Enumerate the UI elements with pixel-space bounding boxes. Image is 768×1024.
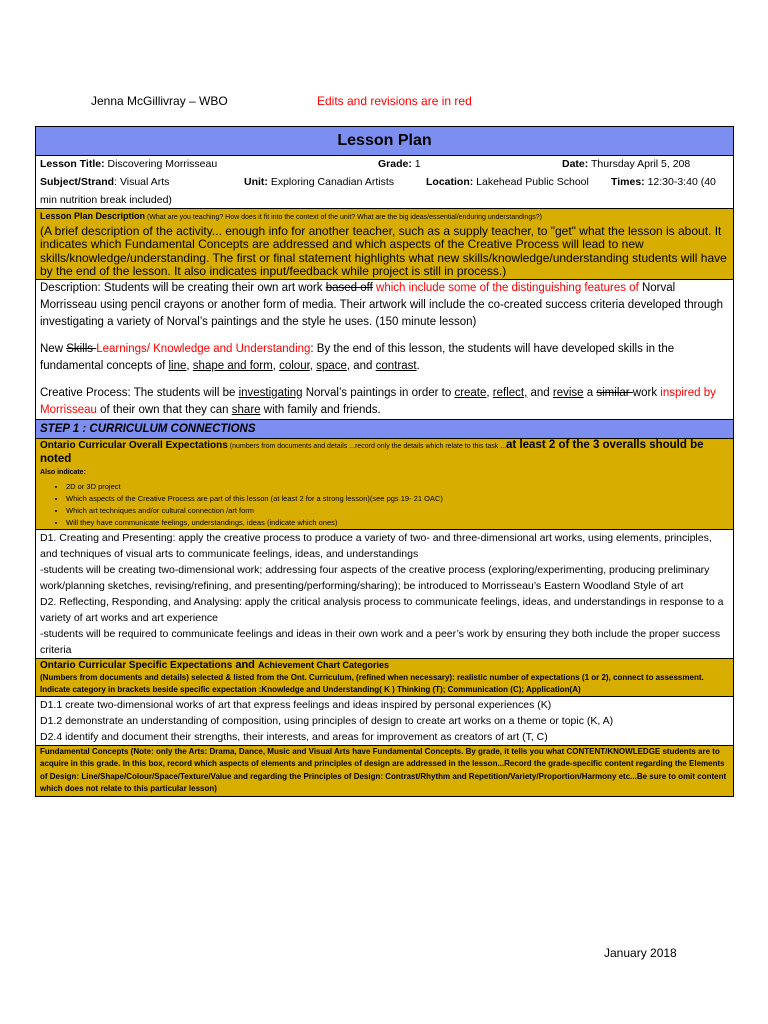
times-field: Times: 12:30-3:40 (40: [611, 176, 716, 188]
description-box: Lesson Plan Description (What are you teaching? How does it fit into the context of the unit? What are the big ideas/essential/enduring understandings?) (A brief description of the activity... enough info for another teacher, such as a supply teacher, to "get" what the lesson is about. It indicates which Fundamental Concepts are addressed and which aspects of the Creative Process will lead to new skills/knowledge/understanding. The first or final statement highlights what new skills/knowledge/understanding students will have by the end of the lesson. It also indicates input/feedback while project is still in process.): [36, 209, 734, 280]
step1-heading: STEP 1 : CURRICULUM CONNECTIONS: [36, 419, 734, 438]
description-paragraph: Description: Students will be creating their own art work based off which include some of the distinguishing features of Norval Morrisseau using pencil crayons or another form of media. Their artwork will include the co-created success criteria developed through investigating a variety of Norval’s paintings and the style he uses. (150 minute lesson): [40, 281, 724, 328]
list-item: D1.2 demonstrate an understanding of composition, using principles of design to create art works on a theme or topic (K, A): [40, 714, 614, 727]
lesson-plan-table: [35, 126, 734, 797]
lesson-title-field: Lesson Title: Discovering Morrisseau: [40, 158, 218, 170]
overall-expectations-content: [36, 529, 734, 658]
edits-note: Edits and revisions are in red: [317, 94, 472, 108]
date-field: Date: Thursday April 5, 208: [562, 158, 691, 170]
specific-expectations-box: Ontario Curricular Specific Expectations and Achievement Chart Categories (Numbers from documents and details) selected & listed from the Ont. Curriculum, (refined when necessary): realistic number of expectations (1 or 2), connect to assessment. Indicate category in brackets beside specific expectation :Knowledge and Understanding( K ) Thinking (T); Communication (C); Application(A): [36, 658, 734, 696]
learnings-paragraph: New Skills Learnings/ Knowledge and Understanding: By the end of this lesson, the students will have developed skills in the fundamental concepts of line, shape and form, colour, space, and contrast.: [40, 342, 675, 372]
location-field: Location: Lakehead Public School: [426, 176, 589, 188]
subject-field: Subject/Strand: Visual Arts: [40, 176, 170, 188]
fundamental-concepts-box: Fundamental Concepts (Note: only the Arts: Drama, Dance, Music and Visual Arts have Fundamental Concepts. By grade, it tells you what CONTENT/KNOWLEDGE students are to acquire in this grade. In this box, record which aspects of elements and principles of design are addressed in the lesson...Record the grade-specific content regarding the Elements of Design: Line/Shape/Colour/Space/Texture/Value and regarding the Principles of Design: Contrast/Rhythm and Repetition/Variety/Proportion/Harmony etc...Be sure to omit content which does not relate to this particular lesson): [36, 745, 734, 796]
expectation-d2: D2. Reflecting, Responding, and Analysing: apply the critical analysis process to communicate feelings, ideas, and understandings in response to a variety of art works and art experience: [40, 595, 724, 624]
specific-expectations-content: [36, 696, 734, 745]
expectation-d2-note: -students will be required to communicate feelings and ideas in their own work and a peer’s work by ensuring they both include the proper success criteria: [40, 627, 721, 656]
page-title: Lesson Plan: [36, 127, 734, 156]
description-instructions: (A brief description of the activity... enough info for another teacher, such as a supply teacher, to "get" what the lesson is about. It indicates which Fundamental Concepts are addressed and which aspects of the Creative Process will lead to new skills/knowledge/understanding. The first or final statement highlights what new skills/knowledge/understanding students will have by the end of the lesson. It also indicates input/feedback while project is still in process.): [40, 223, 727, 278]
lesson-description: [36, 279, 734, 419]
unit-field: Unit: Exploring Canadian Artists: [244, 176, 394, 188]
list-item: • Which art techniques and/or cultural connection /art form: [66, 505, 729, 517]
list-item: D1.1 create two-dimensional works of art that express feelings and ideas inspired by personal experiences (K): [40, 698, 552, 711]
overall-expectations-box: Ontario Curricular Overall Expectations (numbers from documents and details ...record only the details which relate to this task ...at least 2 of the 3 overalls should be noted Also indicate: • 2D or 3D project • Which aspects of the Creative Process are part of this lesson (at least 2 for a strong lesson)(see pgs 19- 21 OAC) • Which art techniques and/or cultural connection /art form • Will they have communicate feelings, understandings, ideas (indicate which ones): [36, 438, 734, 529]
author-name: Jenna McGillivray – WBO: [91, 94, 228, 108]
expectation-d1-note: -students will be creating two-dimensional work; addressing four aspects of the creative process (exploring/experimenting, producing preliminary work/planning sketches, revising/refining, and presenting/performing/sharing); be introduced to Morrisseau’s Eastern Woodland Style of art: [40, 563, 710, 592]
list-item: D2.4 identify and document their strengths, their interests, and areas for improvement as creators of art (T, C): [40, 730, 548, 743]
overall-bullets: [40, 481, 729, 529]
creative-process-paragraph: Creative Process: The students will be investigating Norval’s paintings in order to create, reflect, and revise a similar work inspired by Morrisseau of their own that they can share with family and friends.: [40, 386, 716, 416]
times-continuation: min nutrition break included): [40, 194, 172, 206]
list-item: • Which aspects of the Creative Process are part of this lesson (at least 2 for a strong lesson)(see pgs 19- 21 OAC): [66, 493, 729, 505]
list-item: • Will they have communicate feelings, understandings, ideas (indicate which ones): [66, 517, 729, 529]
list-item: • 2D or 3D project: [66, 481, 729, 493]
footer-date: January 2018: [604, 946, 677, 960]
grade-field: Grade: 1: [378, 158, 421, 170]
lesson-info: [36, 156, 734, 209]
expectation-d1: D1. Creating and Presenting: apply the creative process to produce a variety of two- and three-dimensional art works, using elements, principles, and techniques of visual arts to communicate feelings, ideas, and understandings: [40, 531, 712, 560]
